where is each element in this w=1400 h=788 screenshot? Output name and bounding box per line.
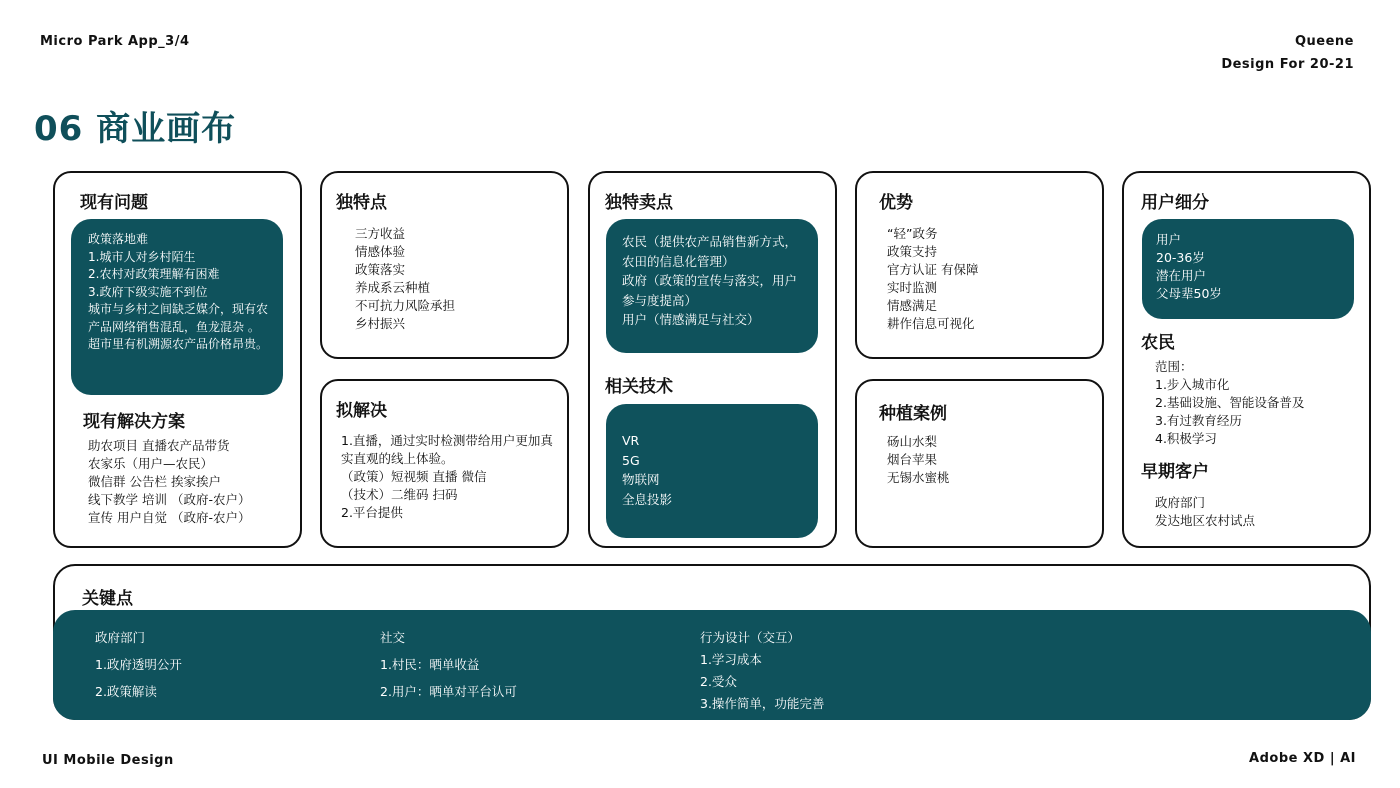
proposed-item: 2.平台提供 — [341, 505, 403, 520]
usp-item: 用户（情感满足与社交） — [622, 312, 760, 327]
card-title-related-tech: 相关技术 — [605, 377, 673, 397]
tech-item: 5G — [622, 452, 640, 468]
key-point-item: 政府部门 — [95, 630, 146, 645]
problem-item: 政策落地难 — [88, 232, 149, 246]
subtitle-label: Design For 20-21 — [1221, 57, 1354, 72]
proposed-item: （政策）短视频 直播 微信 — [341, 469, 487, 484]
proposed-item: 1.直播，通过实时检测带给用户更加真实直观的线上体验。 — [341, 433, 553, 466]
key-point-item: 1.学习成本 — [700, 652, 762, 667]
key-point-item: 行为设计（交互） — [700, 630, 801, 645]
problem-item: 城市与乡村之间缺乏媒介，现有农产品网络销售混乱，鱼龙混杂 。 — [88, 302, 269, 334]
early-customers-list — [1155, 494, 1255, 530]
card-proposed-solution — [320, 379, 569, 548]
card-title-uniqueness: 独特点 — [336, 193, 387, 213]
card-title-advantages: 优势 — [879, 193, 913, 213]
segments-user-panel — [1142, 219, 1354, 319]
farmer-item: 2.基础设施、智能设备普及 — [1155, 395, 1305, 410]
card-title-key-points: 关键点 — [82, 589, 133, 609]
problems-panel — [71, 219, 283, 395]
card-uniqueness — [320, 171, 569, 359]
card-title-proposed-solution: 拟解决 — [336, 401, 387, 421]
key-point-item: 社交 — [380, 630, 406, 645]
card-problems — [53, 171, 302, 548]
card-title-usp: 独特卖点 — [605, 193, 673, 213]
related-tech-panel — [606, 404, 818, 538]
key-points-column-social — [380, 629, 517, 710]
card-title-cases: 种植案例 — [879, 404, 947, 424]
author-label: Queene — [1294, 34, 1354, 49]
footer-right-label: Adobe XD | AI — [1249, 751, 1356, 766]
card-title-problems: 现有问题 — [80, 193, 148, 213]
farmer-item: 1.步入城市化 — [1155, 377, 1230, 392]
early-customer-item: 政府部门 — [1155, 495, 1206, 510]
tech-item: VR — [622, 433, 640, 448]
uniqueness-item: 养成系云种植 — [355, 280, 431, 295]
case-item: 无锡水蜜桃 — [887, 470, 950, 485]
segment-user-item: 潜在用户 — [1156, 268, 1207, 283]
problems-list — [88, 231, 270, 354]
farmer-item: 4.积极学习 — [1155, 431, 1217, 446]
key-point-item: 2.用户：晒单对平台认可 — [380, 684, 517, 699]
early-customer-item: 发达地区农村试点 — [1155, 513, 1256, 528]
key-point-item: 1.村民：晒单收益 — [380, 657, 480, 672]
solution-item: 助农项目 直播农产品带货 — [88, 438, 230, 453]
farmers-list — [1155, 358, 1304, 448]
related-tech-list — [622, 431, 672, 509]
segments-user-list — [1156, 231, 1222, 303]
card-title-current-solutions: 现有解决方案 — [83, 412, 185, 432]
farmer-item: 3.有过教育经历 — [1155, 413, 1242, 428]
key-points-panel — [53, 610, 1371, 720]
usp-item: 政府（政策的宣传与落实，用户参与度提高） — [622, 273, 798, 308]
uniqueness-item: 政策落实 — [355, 262, 406, 277]
tech-item: 物联网 — [622, 472, 660, 487]
proposed-solution-list — [341, 432, 559, 522]
case-item: 砀山水梨 — [887, 434, 938, 449]
card-usp — [588, 171, 837, 548]
advantage-item: 政策支持 — [887, 244, 938, 259]
case-item: 烟台苹果 — [887, 452, 938, 467]
key-point-item: 2.受众 — [700, 674, 737, 689]
card-title-segments: 用户细分 — [1141, 193, 1209, 213]
usp-item: 农民（提供农产品销售新方式，农田的信息化管理） — [622, 234, 798, 269]
card-advantages — [855, 171, 1104, 359]
usp-list — [622, 232, 808, 330]
cases-list — [887, 433, 950, 487]
key-point-item: 1.政府透明公开 — [95, 657, 182, 672]
advantage-item: “轻”政务 — [887, 226, 938, 241]
card-segments — [1122, 171, 1371, 548]
advantage-item: 耕作信息可视化 — [887, 316, 975, 331]
page-title: 06 商业画布 — [34, 109, 237, 149]
segment-user-item: 父母辈50岁 — [1156, 286, 1222, 301]
key-point-item: 3.操作简单，功能完善 — [700, 696, 825, 711]
problem-item: 2.农村对政策理解有困难 — [88, 267, 220, 281]
current-solutions-list — [88, 437, 250, 527]
uniqueness-item: 三方收益 — [355, 226, 406, 241]
uniqueness-item: 不可抗力风险承担 — [355, 298, 456, 313]
problem-item: 3.政府下级实施不到位 — [88, 284, 208, 299]
solution-item: 微信群 公告栏 挨家挨户 — [88, 474, 221, 489]
footer-left-label: UI Mobile Design — [42, 753, 174, 768]
advantage-item: 官方认证 有保障 — [887, 262, 979, 277]
solution-item: 宣传 用户自觉 （政府-农户） — [88, 510, 251, 525]
solution-item: 线下教学 培训 （政府-农户） — [88, 492, 251, 507]
problem-item: 超市里有机溯源农产品价格昂贵。 — [88, 337, 269, 351]
advantage-item: 情感满足 — [887, 298, 938, 313]
key-point-item: 2.政策解读 — [95, 684, 157, 699]
advantages-list — [887, 225, 978, 333]
key-points-column-behavior — [700, 629, 824, 717]
card-title-farmers: 农民 — [1141, 333, 1175, 353]
key-points-column-government — [95, 629, 182, 710]
advantage-item: 实时监测 — [887, 280, 938, 295]
uniqueness-item: 乡村振兴 — [355, 316, 406, 331]
segment-user-item: 用户 — [1156, 232, 1182, 247]
solution-item: 农家乐（用户—农民） — [88, 456, 214, 471]
tech-item: 全息投影 — [622, 491, 673, 507]
uniqueness-item: 情感体验 — [355, 244, 406, 259]
project-label: Micro Park App_3/4 — [40, 34, 190, 49]
card-title-early-customers: 早期客户 — [1141, 462, 1209, 482]
card-cases — [855, 379, 1104, 548]
usp-panel — [606, 219, 818, 353]
uniqueness-list — [355, 225, 455, 333]
segment-user-item: 20-36岁 — [1156, 250, 1205, 265]
proposed-item: （技术）二维码 扫码 — [341, 487, 458, 502]
problem-item: 1.城市人对乡村陌生 — [88, 249, 196, 264]
farmer-item: 范围： — [1155, 359, 1193, 374]
